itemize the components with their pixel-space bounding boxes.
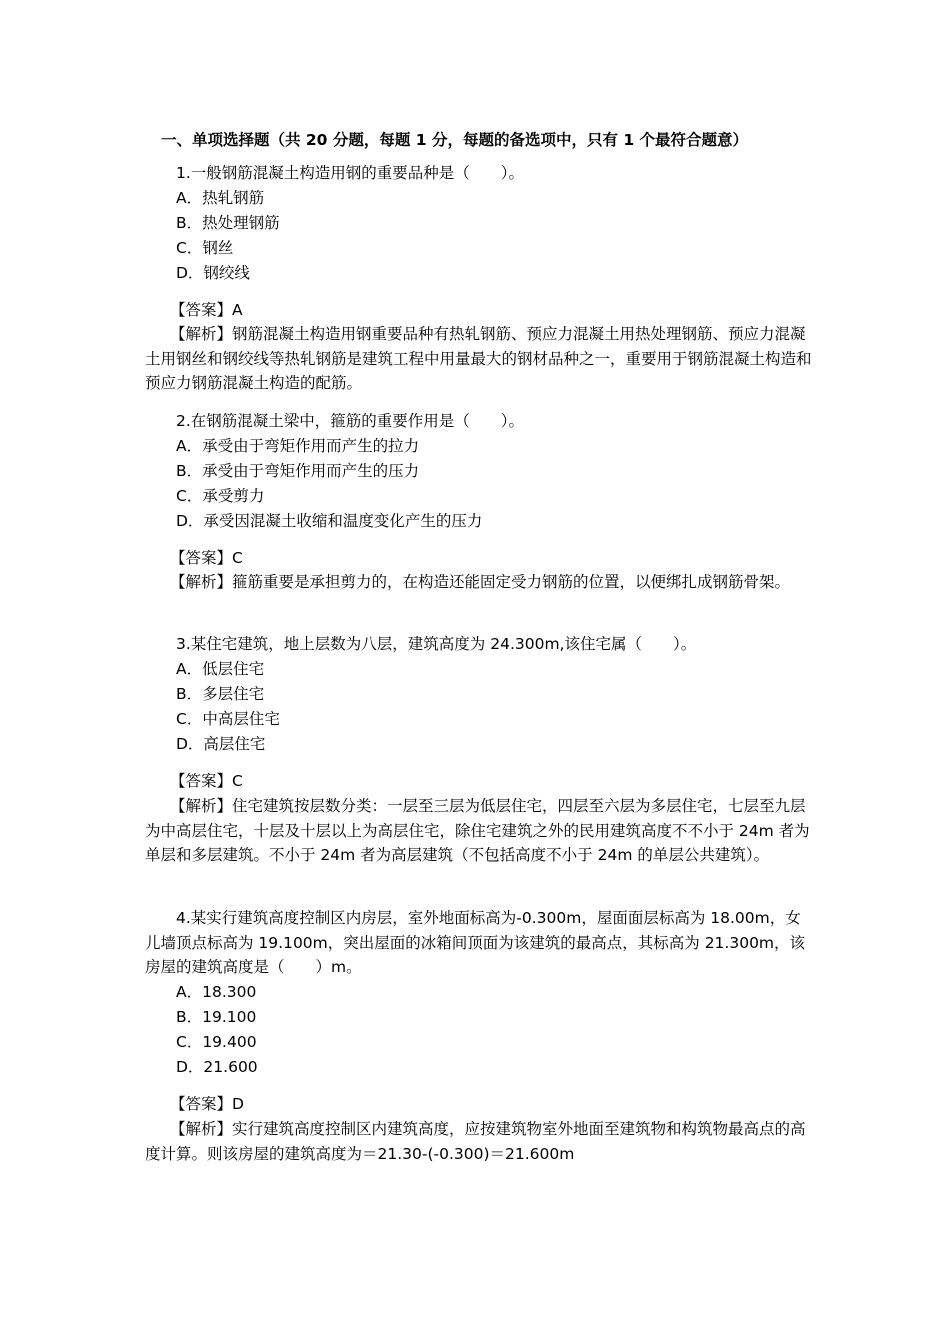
option-b: B．热处理钢筋 [176,214,280,232]
question-stem-paragraph [145,906,815,980]
answer: 【答案】D [170,1095,244,1113]
analysis-paragraph [145,1117,815,1166]
answer: 【答案】C [170,549,243,567]
option-d: D．承受因混凝土收缩和温度变化产生的压力 [176,512,483,530]
option-d: D．高层住宅 [176,735,266,753]
option-c: C．承受剪力 [176,487,265,505]
section-title: 一、单项选择题（共 20 分题，每题 1 分，每题的备选项中，只有 1 个最符合题意） [161,131,749,149]
option-a: A．热轧钢筋 [176,189,265,207]
option-a: A．承受由于弯矩作用而产生的拉力 [176,437,420,455]
question-stem: 3.某住宅建筑，地上层数为八层，建筑高度为 24.300m,该住宅属（ ）。 [176,635,697,653]
option-a: A．18.300 [176,983,257,1001]
analysis-paragraph [145,794,815,868]
option-d: D．钢绞线 [176,264,250,282]
option-c: C．中高层住宅 [176,710,280,728]
analysis-text: 【解析】钢筋混凝土构造用钢重要品种有热轧钢筋、预应力混凝土用热处理钢筋、预应力混凝土用钢丝和钢绞线等热轧钢筋是建筑工程中用量最大的钢材品种之一，重要用于钢筋混凝土构造和预应力钢筋混凝土构造的配筋。 [145,325,812,392]
analysis-text: 【解析】箍筋重要是承担剪力的，在构造还能固定受力钢筋的位置，以便绑扎成钢筋骨架。 [170,573,791,591]
analysis-paragraph [145,570,815,595]
answer: 【答案】C [170,772,243,790]
question-stem: 4.某实行建筑高度控制区内房层，室外地面标高为-0.300m，屋面面层标高为 18.00m，女儿墙顶点标高为 19.100m，突出屋面的冰箱间顶面为该建筑的最高点，其标高为 21.300m，该房屋的建筑高度是（ ）m。 [145,909,806,976]
option-c: C．19.400 [176,1033,257,1051]
option-b: B．承受由于弯矩作用而产生的压力 [176,462,420,480]
option-b: B．19.100 [176,1008,257,1026]
option-a: A．低层住宅 [176,660,265,678]
answer: 【答案】A [170,301,243,319]
option-d: D．21.600 [176,1058,258,1076]
analysis-paragraph [145,322,815,396]
analysis-text: 【解析】实行建筑高度控制区内建筑高度，应按建筑物室外地面至建筑物和构筑物最高点的高度计算。则该房屋的建筑高度为＝21.30-(-0.300)＝21.600m [145,1120,806,1163]
analysis-text: 【解析】住宅建筑按层数分类：一层至三层为低层住宅，四层至六层为多层住宅，七层至九层为中高层住宅，十层及十层以上为高层住宅，除住宅建筑之外的民用建筑高度不不小于 24m 者为单层和多层建筑。不小于 24m 者为高层建筑（不包括高度不小于 24m 的单层公共建筑）。 [145,797,810,864]
option-c: C．钢丝 [176,239,234,257]
option-b: B．多层住宅 [176,685,265,703]
question-stem: 2.在钢筋混凝土梁中，箍筋的重要作用是（ ）。 [176,412,525,430]
question-stem: 1.一般钢筋混凝土构造用钢的重要品种是（ ）。 [176,164,525,182]
